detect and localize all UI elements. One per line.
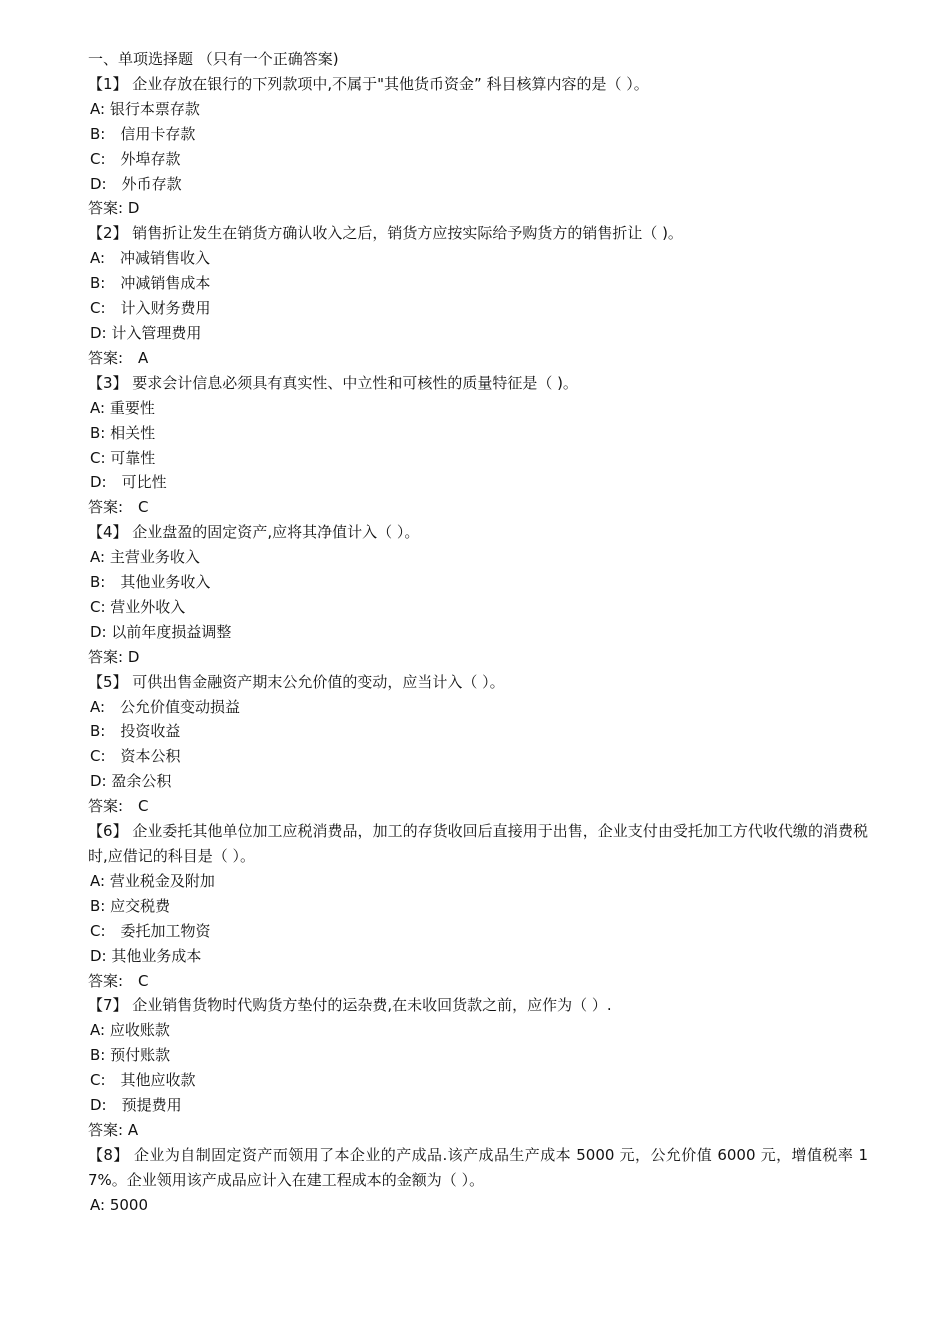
answer: 答案: D xyxy=(88,199,140,218)
question-7 xyxy=(88,993,868,1142)
option-b: B: 相关性 xyxy=(90,423,156,442)
question-3 xyxy=(88,371,868,520)
option-a: A: 银行本票存款 xyxy=(90,99,200,118)
option-c: C: 委托加工物资 xyxy=(90,921,211,940)
option-d: D: 盈余公积 xyxy=(90,772,172,791)
option-a: A: 公允价值变动损益 xyxy=(90,697,241,716)
question-stem: 【4】 企业盘盈的固定资产,应将其净值计入（ ）。 xyxy=(88,523,420,542)
answer: 答案: C xyxy=(88,797,149,816)
option-c: C: 资本公积 xyxy=(90,747,181,766)
question-stem: 【2】 销售折让发生在销货方确认收入之后，销货方应按实际给予购货方的销售折让（ )。 xyxy=(88,224,683,243)
option-d: D: 计入管理费用 xyxy=(90,323,202,342)
option-d: D: 其他业务成本 xyxy=(90,946,202,965)
question-4 xyxy=(88,520,868,669)
answer: 答案: C xyxy=(88,971,149,990)
answer: 答案: A xyxy=(88,348,149,367)
option-b: B: 预付账款 xyxy=(90,1046,171,1065)
option-b: B: 应交税费 xyxy=(90,896,171,915)
option-c: C: 其他应收款 xyxy=(90,1071,196,1090)
answer: 答案: A xyxy=(88,1120,139,1139)
answer: 答案: D xyxy=(88,647,140,666)
option-a: A: 重要性 xyxy=(90,398,155,417)
question-5 xyxy=(88,670,868,819)
question-stem: 【3】 要求会计信息必须具有真实性、中立性和可核性的质量特征是（ )。 xyxy=(88,373,578,392)
option-a: A: 5000 xyxy=(90,1195,148,1214)
question-stem: 【5】 可供出售金融资产期末公允价值的变动，应当计入（ ）。 xyxy=(88,672,505,691)
question-8 xyxy=(88,1143,868,1218)
option-d: D: 以前年度损益调整 xyxy=(90,622,232,641)
option-d: D: 预提费用 xyxy=(90,1096,182,1115)
option-c: C: 计入财务费用 xyxy=(90,299,211,318)
document-body xyxy=(88,47,868,1218)
section-title: 一、单项选择题 （只有一个正确答案) xyxy=(88,50,339,68)
question-1 xyxy=(88,72,868,221)
question-2 xyxy=(88,221,868,370)
option-d: D: 外币存款 xyxy=(90,174,182,193)
option-b: B: 冲减销售成本 xyxy=(90,274,211,293)
answer: 答案: C xyxy=(88,498,149,517)
option-c: C: 营业外收入 xyxy=(90,597,186,616)
question-stem: 【7】 企业销售货物时代购货方垫付的运杂费,在未收回货款之前，应作为（ ）. xyxy=(88,996,612,1015)
option-a: A: 营业税金及附加 xyxy=(90,871,215,890)
option-a: A: 应收账款 xyxy=(90,1021,170,1040)
option-c: C: 外埠存款 xyxy=(90,149,181,168)
question-stem: 【1】 企业存放在银行的下列款项中,不属于"其他货币资金” 科目核算内容的是（ ）。 xyxy=(88,74,649,93)
option-c: C: 可靠性 xyxy=(90,448,156,467)
option-a: A: 主营业务收入 xyxy=(90,548,200,567)
option-b: B: 投资收益 xyxy=(90,722,181,741)
question-stem: 【6】 企业委托其他单位加工应税消费品，加工的存货收回后直接用于出售，企业支付由受托加工方代收代缴的消费税时,应借记的科目是（ ）。 xyxy=(88,822,868,865)
question-stem: 【8】 企业为自制固定资产而领用了本企业的产成品.该产成品生产成本 5000 元，公允价值 6000 元，增值税率 17%。企业领用该产成品应计入在建工程成本的金额为（ ）。 xyxy=(88,1145,868,1189)
option-b: B: 信用卡存款 xyxy=(90,124,196,143)
option-d: D: 可比性 xyxy=(90,473,167,492)
question-6 xyxy=(88,819,868,993)
option-b: B: 其他业务收入 xyxy=(90,573,211,592)
option-a: A: 冲减销售收入 xyxy=(90,249,211,268)
